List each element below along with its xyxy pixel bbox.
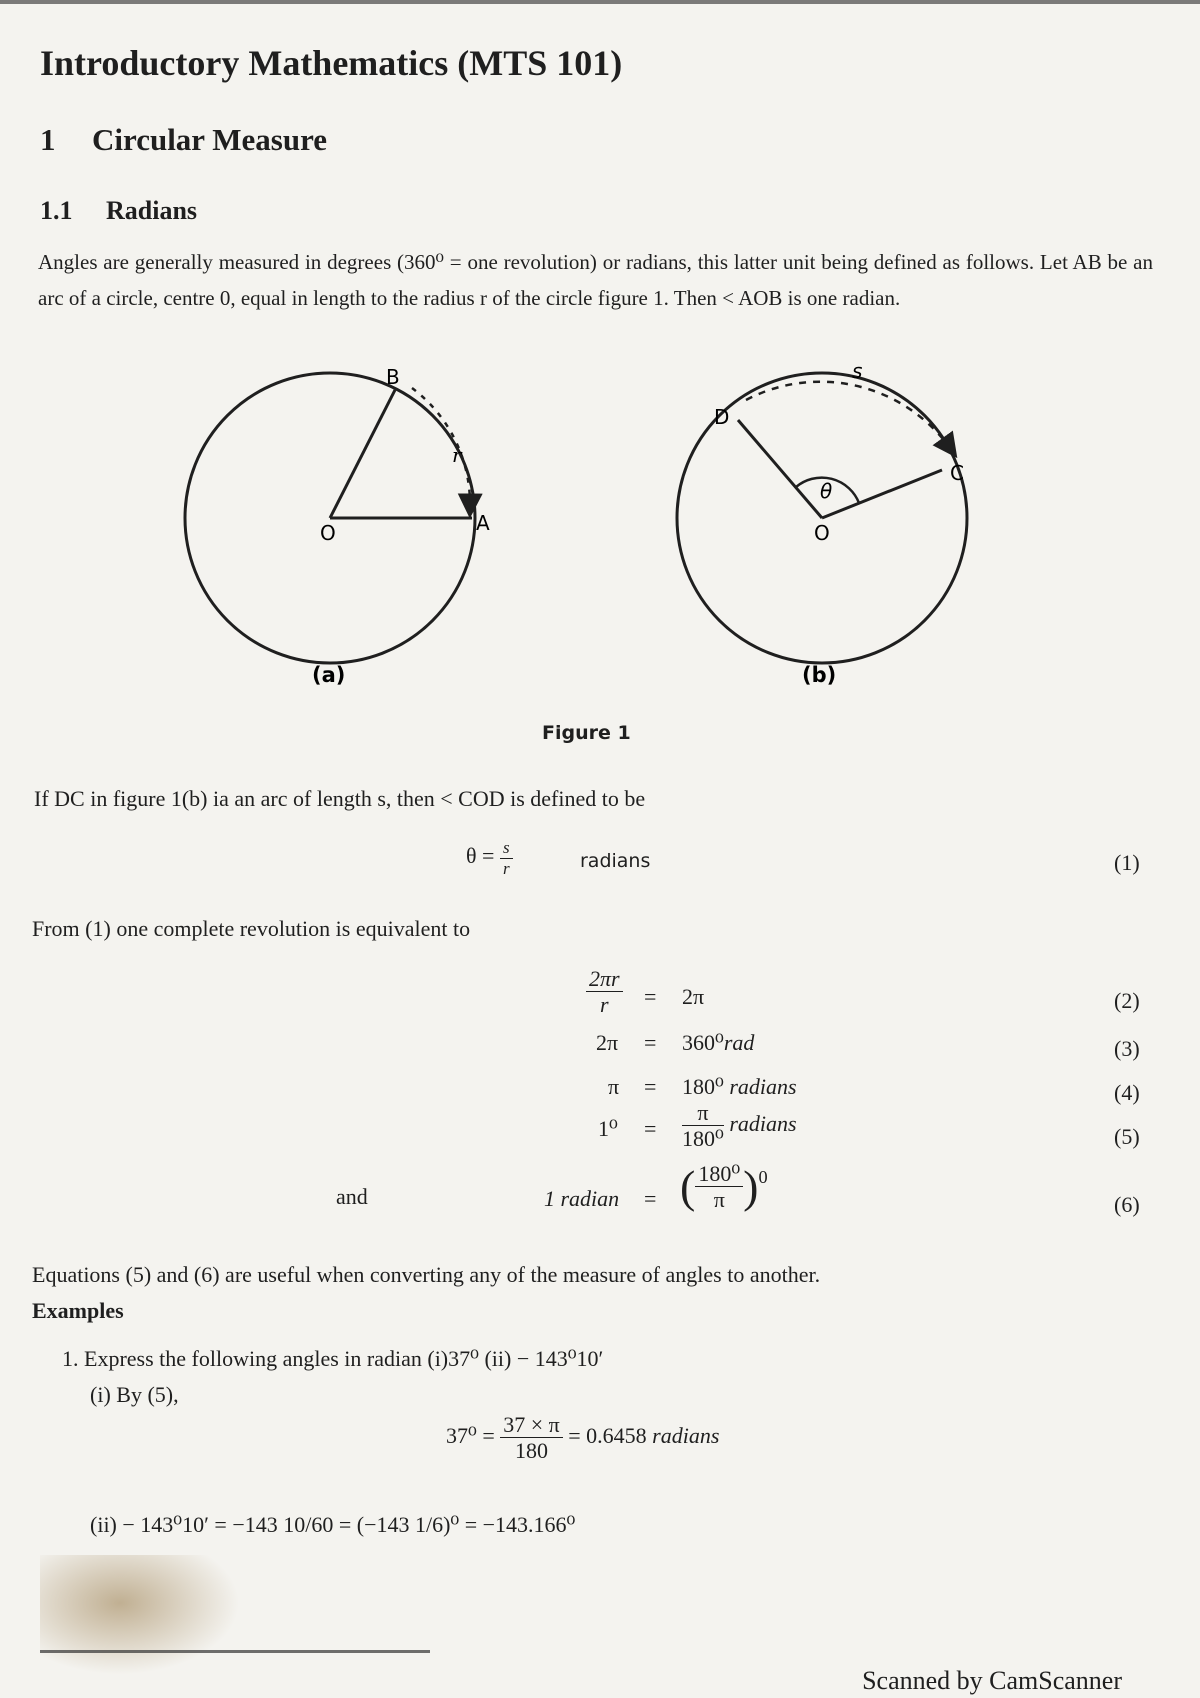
eq6-sup: 0: [758, 1167, 768, 1188]
intro-paragraph: Angles are generally measured in degrees (360⁰ = one revolution) or radians, this latter unit being defined as follows. Let AB be an arc of a circle, centre 0, equal in length to the radius r of the circle figure 1. Then < AOB is one radian.: [38, 250, 1153, 310]
label-s: s: [852, 360, 863, 383]
calc-den: 180: [514, 1438, 548, 1464]
eq6-rhs: [680, 1160, 768, 1213]
equation-1: [466, 838, 513, 878]
example-1-part-ii: (ii) − 143⁰10′ = −143 10/60 = (−143 1/6)⁰ = −143.166⁰: [90, 1512, 576, 1537]
eq3-unit: rad: [723, 1030, 755, 1055]
calc-unit: radians: [652, 1422, 720, 1448]
eq1-number: (1): [1114, 850, 1140, 875]
eq4-rhs-val: 180⁰: [682, 1074, 724, 1099]
subsection-heading: [40, 196, 197, 226]
scan-top-edge: [0, 0, 1200, 4]
section-title: Circular Measure: [92, 122, 328, 157]
figure-1a: [185, 365, 490, 687]
eq6-equals: =: [644, 1186, 657, 1211]
eq5-lhs: 1⁰: [598, 1116, 618, 1141]
equations-note: Equations (5) and (6) are useful when converting any of the measure of angles to another.: [32, 1262, 821, 1287]
subsection-title: Radians: [106, 196, 198, 225]
subsection-number: 1.1: [40, 196, 73, 225]
eq6-num: 180⁰: [695, 1161, 743, 1187]
eq5-fraction: [682, 1100, 724, 1152]
example-1: 1. Express the following angles in radian (i)37⁰ (ii) − 143⁰10′: [62, 1346, 604, 1371]
eq3-equals: =: [644, 1030, 657, 1055]
eq5-equals: =: [644, 1116, 657, 1141]
eq5-rhs: [682, 1100, 797, 1152]
label-a: A: [476, 511, 490, 535]
eq6-number: (6): [1114, 1192, 1140, 1217]
revolution-line: From (1) one complete revolution is equivalent to: [32, 916, 471, 941]
eq1-num: s: [500, 838, 513, 859]
eq1-fraction: [500, 838, 513, 878]
eq4-number: (4): [1114, 1080, 1140, 1105]
radius-ob: [330, 390, 395, 518]
eq4-rhs: [682, 1074, 797, 1100]
scanner-watermark: Scanned by CamScanner: [862, 1666, 1122, 1695]
eq5-unit: radians: [729, 1110, 797, 1136]
example-1-part-i: (i) By (5),: [90, 1382, 179, 1407]
eq5-den: 180⁰: [682, 1126, 724, 1152]
eq2-rhs: 2π: [682, 984, 705, 1009]
eq2-den: r: [600, 992, 609, 1018]
section-heading: [40, 122, 327, 158]
eq3-rhs-val: 360⁰: [682, 1030, 724, 1055]
label-b: B: [386, 365, 400, 389]
document-title: Introductory Mathematics (MTS 101): [40, 43, 623, 83]
eq3-lhs: 2π: [596, 1030, 619, 1055]
caption-b: (b): [802, 663, 837, 687]
arc-definition-line: If DC in figure 1(b) ia an arc of length s, then < COD is defined to be: [34, 786, 646, 811]
radius-oc: [822, 470, 942, 518]
eq6-fraction: [695, 1161, 743, 1213]
label-c: C: [950, 461, 964, 485]
eq2-fraction: [586, 966, 623, 1018]
eq4-lhs: π: [608, 1074, 620, 1099]
and-word: and: [336, 1184, 368, 1209]
eq1-lhs: θ =: [466, 843, 495, 869]
equation-2: [586, 966, 623, 1018]
calc-lhs: 37⁰ =: [446, 1422, 495, 1448]
arc-dc-arrow: [746, 382, 950, 448]
scan-bottom-edge: [40, 1650, 430, 1653]
eq3-number: (3): [1114, 1036, 1140, 1061]
calc-rhs: = 0.6458: [568, 1422, 647, 1448]
calc-num: 37 × π: [500, 1412, 563, 1438]
eq2-equals: =: [644, 984, 657, 1009]
eq1-unit: radians: [580, 850, 651, 872]
figure-caption: Figure 1: [542, 722, 631, 744]
eq5-number: (5): [1114, 1124, 1140, 1149]
caption-a: (a): [312, 663, 346, 687]
eq4-equals: =: [644, 1074, 657, 1099]
section-number: 1: [40, 122, 56, 157]
eq2-num: 2πr: [586, 966, 623, 992]
eq2-number: (2): [1114, 988, 1140, 1013]
eq5-num: π: [682, 1100, 724, 1126]
label-d: D: [714, 405, 730, 429]
label-theta: θ: [820, 479, 833, 503]
eq3-rhs: [682, 1030, 754, 1056]
calc-fraction: [500, 1412, 563, 1464]
examples-heading: Examples: [32, 1298, 124, 1323]
eq6-lhs: 1 radian: [544, 1186, 620, 1211]
scan-smudge: [40, 1555, 240, 1675]
label-o-a: O: [320, 521, 336, 545]
figure-1: [180, 360, 1000, 720]
label-o-b: O: [814, 521, 830, 545]
example-1-equation: [446, 1412, 719, 1464]
eq6-den: π: [713, 1187, 725, 1212]
radius-od: [738, 420, 822, 518]
label-r: r: [452, 443, 462, 467]
eq1-den: r: [502, 858, 510, 878]
eq6-lparen: (: [680, 1161, 696, 1212]
figure-1b: [677, 360, 967, 687]
eq6-rparen: ): [743, 1161, 759, 1212]
eq4-unit: radians: [729, 1074, 797, 1099]
